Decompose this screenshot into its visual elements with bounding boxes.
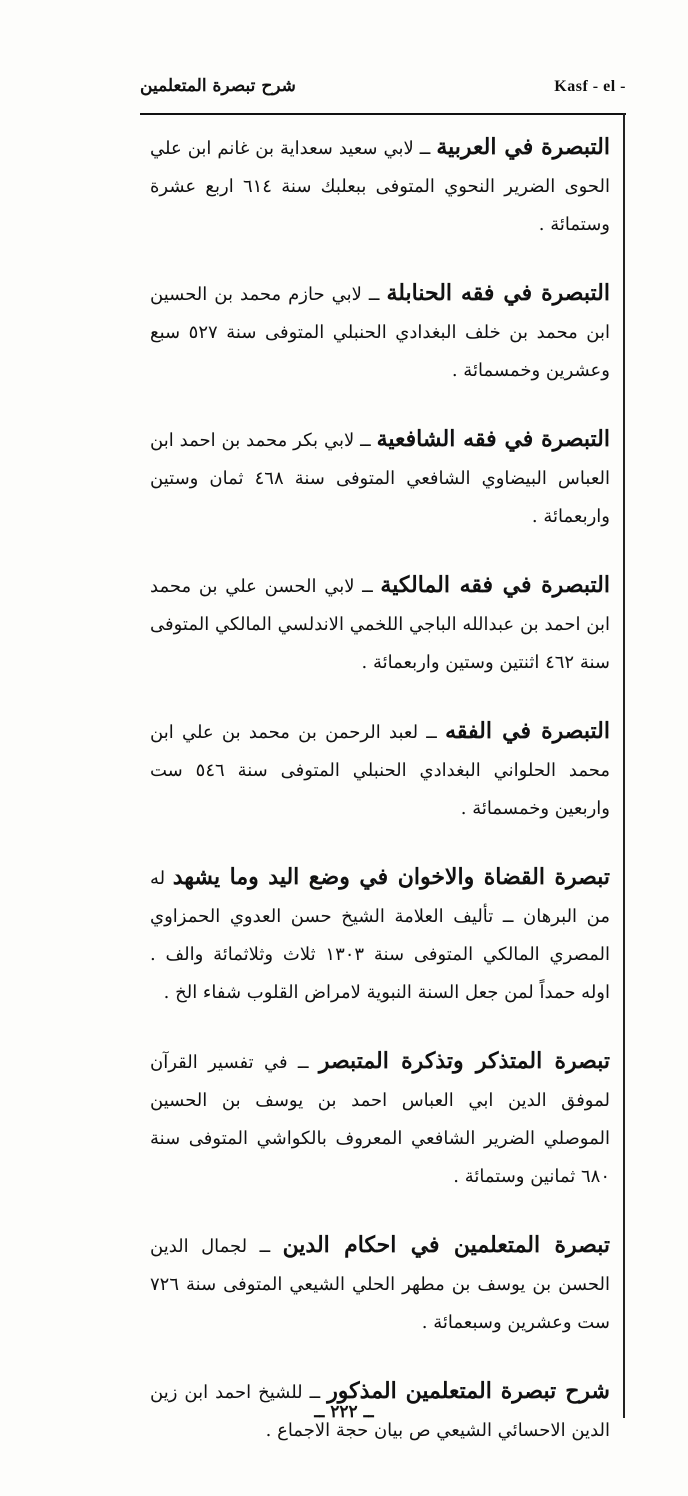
entry: [150, 420, 610, 536]
entry-paragraph: [150, 858, 610, 1012]
entry-text: ــ لابي حازم محمد بن الحسين ابن محمد بن خلف البغدادي الحنبلي المتوفى سنة ٥٢٧ سبع وعشرين وخمسمائة .: [150, 284, 610, 381]
entry-text: ــ لجمال الدين الحسن بن يوسف بن مطهر الحلي الشيعي المتوفى سنة ٧٢٦ ست وعشرين وسبعمائة .: [150, 1236, 610, 1333]
entry-list: [150, 128, 610, 1480]
page-number: ــ ٢٢٢ ــ: [314, 1402, 374, 1422]
entry-title: شرح تبصرة المتعلمين المذكور: [327, 1378, 610, 1404]
entry-title: التبصرة في الفقه: [445, 718, 610, 744]
entry-title: التبصرة في فقه الشافعية: [376, 426, 610, 452]
entry: [150, 566, 610, 682]
entry-title: التبصرة في العربية: [436, 134, 610, 160]
margin-divider: [623, 113, 625, 1418]
entry: [150, 1042, 610, 1196]
entry-text: له من البرهان ــ تأليف العلامة الشيخ حسن العدوي الحمزاوي المصري المالكي المتوفى سنة ١٣٠٣ ثلاث وثلاثمائة والف . اوله حمداً لمن جعل السنة النبوية لامراض القلوب شفاء الخ .: [150, 868, 610, 1003]
entry-text: ــ لابي سعيد سعداية بن غانم ابن علي الحوى الضرير النحوي المتوفى ببعلبك سنة ٦١٤ اربع عشرة وستمائة .: [150, 138, 610, 235]
entry-title: تبصرة المتذكر وتذكرة المتبصر: [318, 1048, 610, 1074]
header-divider: [140, 113, 626, 115]
entry-paragraph: [150, 128, 610, 244]
entry-title: تبصرة المتعلمين في احكام الدين: [282, 1232, 610, 1258]
page-header: [140, 72, 626, 108]
entry-paragraph: [150, 566, 610, 682]
entry-paragraph: [150, 274, 610, 390]
entry-text: ــ لعبد الرحمن بن محمد بن علي ابن محمد الحلواني البغدادي الحنبلي المتوفى سنة ٥٤٦ ست واربعين وخمسمائة .: [150, 722, 610, 819]
entry-title: تبصرة القضاة والاخوان في وضع اليد وما يشهد: [172, 864, 610, 890]
entry: [150, 128, 610, 244]
entry-title: التبصرة في فقه الحنابلة: [386, 280, 610, 306]
entry-title: التبصرة في فقه المالكية: [380, 572, 610, 598]
entry-text: ــ لابي الحسن علي بن محمد ابن احمد بن عبدالله الباجي اللخمي الاندلسي المالكي المتوفى سنة ٤٦٢ اثنتين وستين واربعمائة .: [150, 576, 610, 673]
entry-text: ــ للشيخ احمد ابن زين الدين الاحسائي الشيعي ص بيان حجة الاجماع .: [150, 1382, 610, 1441]
entry-text: ــ لابي بكر محمد بن احمد ابن العباس البيضاوي الشافعي المتوفى سنة ٤٦٨ ثمان وستين واربعمائة .: [150, 430, 610, 527]
entry: [150, 274, 610, 390]
running-title: شرح تبصرة المتعلمين: [140, 76, 296, 96]
entry-paragraph: [150, 1042, 610, 1196]
entry: [150, 858, 610, 1012]
entry: [150, 712, 610, 828]
entry: [150, 1226, 610, 1342]
entry-paragraph: [150, 1226, 610, 1342]
running-title-latin: Kasf - el -: [554, 78, 626, 95]
entry-paragraph: [150, 712, 610, 828]
entry-text: ــ في تفسير القرآن لموفق الدين ابي العباس احمد بن يوسف بن الحسين الموصلي الضرير الشافعي المعروف بالكواشي المتوفى سنة ٦٨٠ ثمانين وستمائة .: [150, 1052, 610, 1187]
entry-paragraph: [150, 420, 610, 536]
